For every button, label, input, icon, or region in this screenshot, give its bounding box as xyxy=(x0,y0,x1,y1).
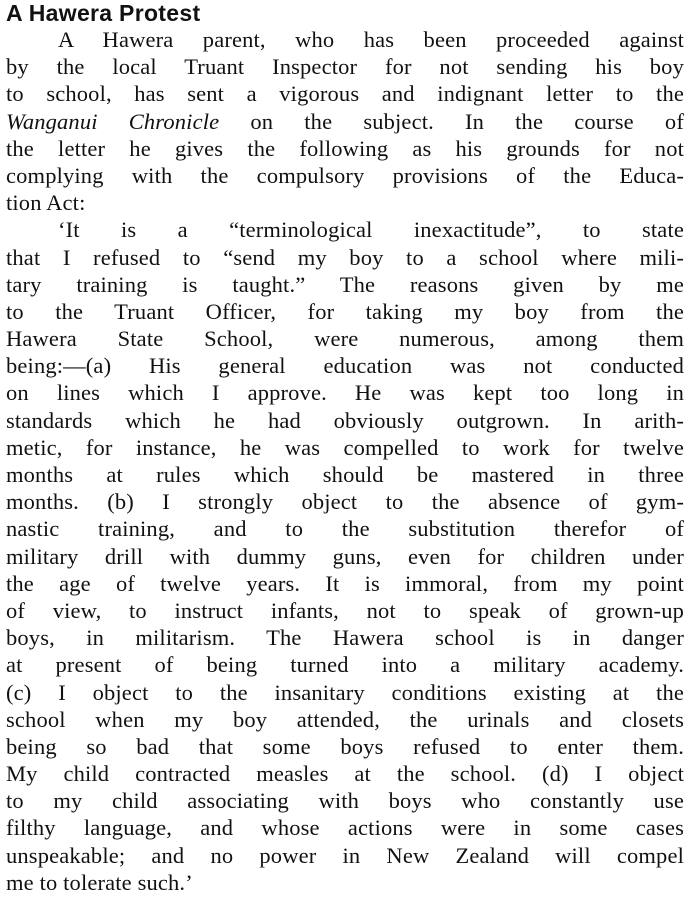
text-line: Wanganui Chronicle on the subject. In the course of xyxy=(6,108,684,134)
text-line: months. (b) I strongly object to the absence of gym- xyxy=(6,489,684,515)
text-line: ‘It is a “terminological inexactitude”, to state xyxy=(58,217,684,243)
text-line: (c) I object to the insanitary conditions existing at the xyxy=(6,679,684,705)
text-line: being:—(a) His general education was not conducted xyxy=(6,353,684,379)
headline: A Hawera Protest xyxy=(6,0,201,26)
text-line: of view, to instruct infants, not to speak of grown-up xyxy=(6,597,684,623)
text-line: months at rules which should be mastered in three xyxy=(6,462,684,487)
text-line: being so bad that some boys refused to enter them. xyxy=(6,733,684,759)
text-line: Hawera State School, were numerous, among them xyxy=(6,326,684,352)
text-line: to my child associating with boys who constantly use xyxy=(6,788,684,814)
text-line: tion Act: xyxy=(6,190,86,216)
text-line: the age of twelve years. It is immoral, from my point xyxy=(6,570,684,596)
text-line: to school, has sent a vigorous and indignant letter to the xyxy=(6,81,684,107)
text-line: by the local Truant Inspector for not sending his boy xyxy=(6,54,684,80)
newspaper-title: Wanganui Chronicle xyxy=(6,108,220,134)
text-line: tary training is taught.” The reasons given by me xyxy=(6,271,684,297)
text-line: me to tolerate such.’ xyxy=(6,869,193,895)
text-line: at present of being turned into a military academy. xyxy=(6,652,684,678)
text-line: A Hawera parent, who has been proceeded against xyxy=(58,27,684,52)
text-line: unspeakable; and no power in New Zealand will compel xyxy=(6,842,684,868)
text-line: to the Truant Officer, for taking my boy from the xyxy=(6,298,684,324)
text-line: the letter he gives the following as his grounds for not xyxy=(6,135,684,161)
text-line: standards which he had obviously outgrown. In arith- xyxy=(6,407,684,433)
text-line: complying with the compulsory provisions of the Educa- xyxy=(6,162,684,188)
text-line: filthy language, and whose actions were in some cases xyxy=(6,815,684,841)
text-line: metic, for instance, he was compelled to work for twelve xyxy=(6,434,684,460)
text-line: school when my boy attended, the urinals and closets xyxy=(6,706,684,732)
text-line: nastic training, and to the substitution therefor of xyxy=(6,516,684,542)
article-body xyxy=(6,26,684,896)
text-line: military drill with dummy guns, even for children under xyxy=(6,543,684,569)
text-line: that I refused to “send my boy to a school where mili- xyxy=(6,244,684,270)
text-line: My child contracted measles at the school. (d) I object xyxy=(6,761,684,787)
article xyxy=(6,0,684,896)
text-line: on lines which I approve. He was kept too long in xyxy=(6,380,684,406)
text-line: boys, in militarism. The Hawera school is in danger xyxy=(6,625,684,651)
